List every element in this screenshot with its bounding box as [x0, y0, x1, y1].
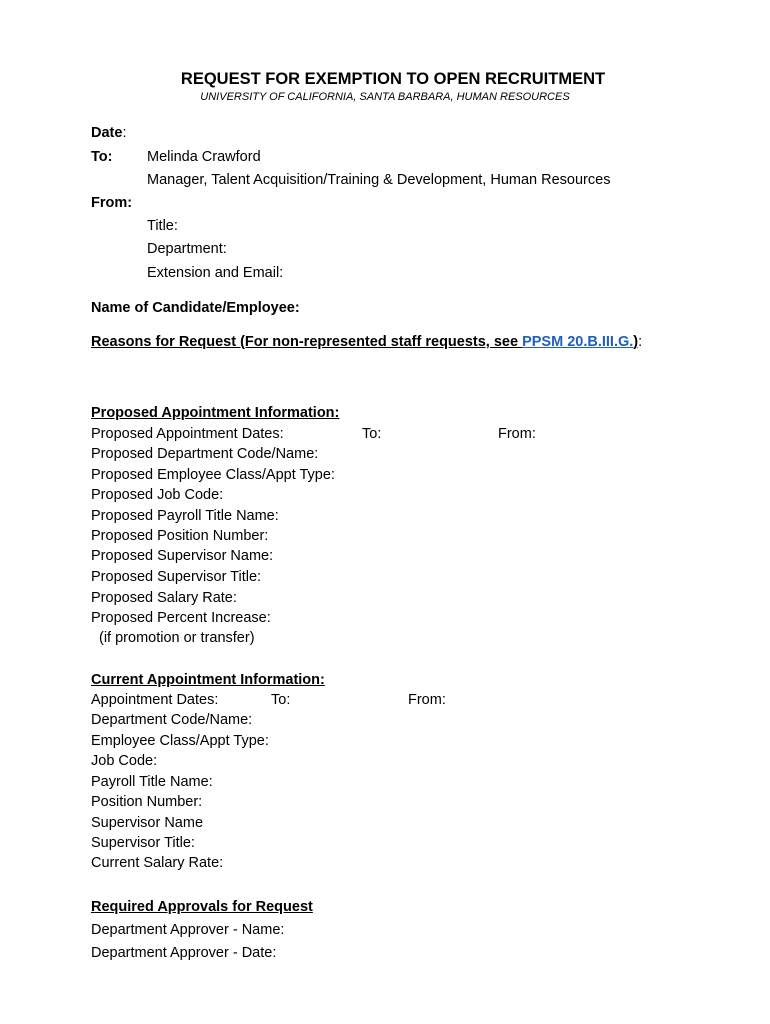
- date-row: [91, 125, 126, 141]
- current-heading: Current Appointment Information:: [91, 672, 325, 688]
- approval-field: Department Approver - Date:: [91, 945, 277, 961]
- from-title-field: Title:: [147, 218, 178, 234]
- proposed-field: Proposed Job Code:: [91, 487, 224, 503]
- current-field: Supervisor Name: [91, 815, 204, 831]
- current-field: Supervisor Title:: [91, 835, 195, 851]
- current-from-label: From:: [408, 692, 446, 708]
- to-title: Manager, Talent Acquisition/Training & Development, Human Resources: [147, 172, 611, 188]
- proposed-dates-label: Proposed Appointment Dates:: [91, 426, 284, 442]
- approvals-heading: Required Approvals for Request: [91, 899, 313, 915]
- to-name: Melinda Crawford: [147, 149, 261, 165]
- date-colon: :: [122, 125, 127, 141]
- current-field: Employee Class/Appt Type:: [91, 733, 269, 749]
- proposed-to-label: To:: [362, 426, 382, 442]
- current-to-label: To:: [271, 692, 291, 708]
- page-title: REQUEST FOR EXEMPTION TO OPEN RECRUITMENT: [180, 70, 606, 88]
- proposed-note: (if promotion or transfer): [99, 630, 255, 646]
- proposed-field: Proposed Salary Rate:: [91, 590, 237, 606]
- current-field: Job Code:: [91, 753, 158, 769]
- proposed-field: Proposed Supervisor Name:: [91, 548, 274, 564]
- current-dates-label: Appointment Dates:: [91, 692, 219, 708]
- from-department-field: Department:: [147, 241, 227, 257]
- reasons-row: [91, 334, 642, 350]
- proposed-field: Proposed Department Code/Name:: [91, 446, 319, 462]
- reasons-close-paren: ): [633, 334, 639, 350]
- proposed-field: Proposed Percent Increase:: [91, 610, 271, 626]
- date-label: Date: [91, 125, 123, 141]
- candidate-label: Name of Candidate/Employee:: [91, 300, 300, 316]
- proposed-from-label: From:: [498, 426, 536, 442]
- from-extension-email-field: Extension and Email:: [147, 265, 284, 281]
- current-field: Current Salary Rate:: [91, 855, 224, 871]
- current-field: Position Number:: [91, 794, 203, 810]
- ppsm-link[interactable]: PPSM 20.B.III.G.: [522, 334, 634, 350]
- proposed-field: Proposed Employee Class/Appt Type:: [91, 467, 335, 483]
- reasons-colon: :: [638, 334, 643, 350]
- current-field: Payroll Title Name:: [91, 774, 213, 790]
- current-field: Department Code/Name:: [91, 712, 253, 728]
- from-label: From:: [91, 195, 133, 211]
- page-subtitle: UNIVERSITY OF CALIFORNIA, SANTA BARBARA, HUMAN RESOURCES: [200, 91, 570, 103]
- proposed-heading: Proposed Appointment Information:: [91, 405, 340, 421]
- approval-field: Department Approver - Name:: [91, 922, 285, 938]
- proposed-field: Proposed Payroll Title Name:: [91, 508, 279, 524]
- proposed-field: Proposed Position Number:: [91, 528, 269, 544]
- to-label: To:: [91, 149, 113, 165]
- reasons-label: Reasons for Request (For non-represented staff requests, see: [91, 334, 523, 350]
- proposed-field: Proposed Supervisor Title:: [91, 569, 262, 585]
